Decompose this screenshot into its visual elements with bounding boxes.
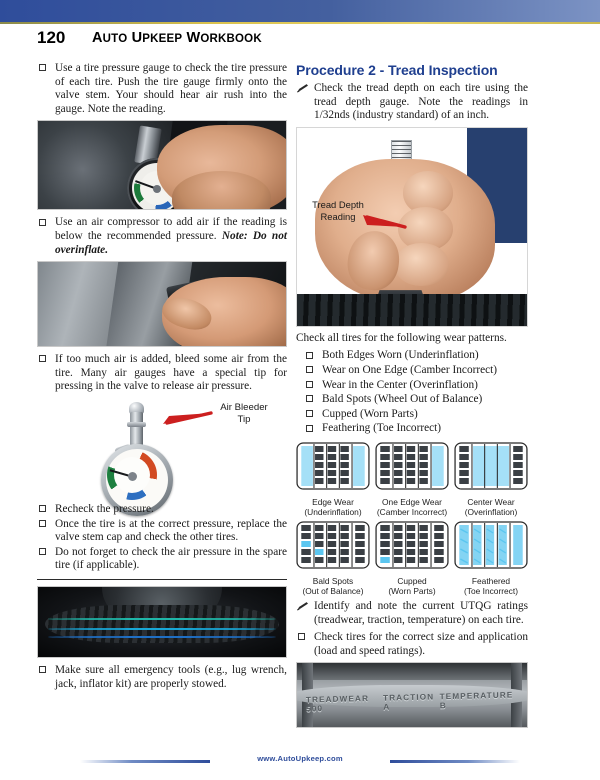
checklist-item-text: Do not forget to check the air pressure in the spare tire (if applicable). xyxy=(55,545,287,572)
gauge-callout-label: Air Bleeder Tip xyxy=(220,401,268,425)
checklist-item xyxy=(37,503,287,517)
photo-tread-depth-gauge-in-use xyxy=(296,127,528,327)
list-item-label: Wear on One Edge (Camber Incorrect) xyxy=(322,363,498,376)
tread-diagram-one-edge-wear xyxy=(375,442,449,490)
checkbox-icon[interactable] xyxy=(39,520,46,527)
tread-diagram-cell xyxy=(454,521,528,596)
checklist-item-text: Make sure all emergency tools (e.g., lug wrench, jack, inflator kit) are properly stowed. xyxy=(55,663,287,690)
photo-upper-shadow xyxy=(297,663,527,680)
checklist-item xyxy=(296,600,528,627)
book-title: AUTO UPKEEP WORKBOOK xyxy=(92,30,262,46)
traction-value: A xyxy=(383,702,391,712)
procedure-intro-text: Check the tread depth on each tire using the tread depth gauge. Note the readings in 1/32nds (industry standard) of an inch. xyxy=(314,82,528,122)
tread-diagram-caption xyxy=(296,576,370,596)
tread-diagram-caption xyxy=(375,576,449,596)
tread-diagram-bald-spots xyxy=(296,521,370,569)
gauge-collar-shape xyxy=(127,422,146,427)
page-header xyxy=(0,28,600,52)
checklist-item xyxy=(296,631,528,658)
list-item-label: Both Edges Worn (Underinflation) xyxy=(322,349,479,362)
checklist-item xyxy=(37,546,287,573)
checkbox-icon[interactable] xyxy=(306,410,313,417)
checkbox-icon[interactable] xyxy=(39,219,46,226)
photo-tire-pressure-gauge-in-use xyxy=(37,120,287,210)
checkbox-icon[interactable] xyxy=(298,633,305,640)
illustration-dial-tire-gauge xyxy=(37,398,287,503)
tread-diagram-name: Center Wear xyxy=(467,496,515,507)
tread-diagram-name: Feathered xyxy=(471,575,511,586)
temperature-value: B xyxy=(439,700,448,711)
tread-diagram-feathered xyxy=(454,521,528,569)
tread-diagram-cause: (Underinflation) xyxy=(304,506,362,517)
photo-tire-sidewall-utqg xyxy=(296,662,528,728)
tread-diagram-name: Cupped xyxy=(397,575,427,586)
gauge-stem-shape xyxy=(130,412,143,446)
checklist-item-text: Use a tire pressure gauge to check the tire pressure of each tire. Push the tire gauge firmly onto the valve stem. Your should hear air rush into the gauge. Note the reading. xyxy=(55,62,287,115)
knuckle-shape xyxy=(394,243,449,287)
left-column xyxy=(37,62,287,695)
tread-diagram-name: Bald Spots xyxy=(312,575,354,586)
checkbox-icon[interactable] xyxy=(306,425,313,432)
white-rule xyxy=(0,24,600,27)
pencil-icon xyxy=(296,83,309,93)
tread-diagram-name: Edge Wear xyxy=(312,496,354,507)
checklist-item xyxy=(37,664,287,691)
tread-diagram-cause: (Worn Parts) xyxy=(388,585,436,596)
tread-diagram-cell xyxy=(296,521,370,596)
checklist-item-text: Once the tire is at the correct pressure, replace the valve stem cap and check the other tires. xyxy=(55,517,287,544)
treadwear-marking xyxy=(306,693,384,713)
list-item-label: Bald Spots (Wheel Out of Balance) xyxy=(322,393,483,406)
tread-diagram-cell xyxy=(375,442,449,517)
list-item-label: Feathering (Toe Incorrect) xyxy=(322,422,442,435)
checklist-item-note: Note: Do not overinflate. xyxy=(55,229,287,256)
list-item-label: Cupped (Worn Parts) xyxy=(322,407,418,420)
checklist-item-text: Recheck the pressure. xyxy=(55,502,154,515)
temperature-label: TEMPERATURE xyxy=(439,690,514,702)
page-number: 120 xyxy=(37,28,66,47)
tread-diagram-cause: (Overinflation) xyxy=(464,506,518,517)
tread-pattern-diagram-grid xyxy=(296,442,528,596)
list-item xyxy=(296,364,528,378)
list-item xyxy=(296,408,528,422)
checkbox-icon[interactable] xyxy=(306,366,313,373)
tread-diagram-caption xyxy=(454,576,528,596)
traction-label: TRACTION xyxy=(383,692,435,703)
checkbox-icon[interactable] xyxy=(39,666,46,673)
tread-diagram-edge-wear xyxy=(296,442,370,490)
tread-diagram-name: One Edge Wear xyxy=(382,496,442,507)
photo-spare-tire xyxy=(37,586,287,658)
checkbox-icon[interactable] xyxy=(39,548,46,555)
photo-callout-label: Tread Depth Reading xyxy=(312,199,364,222)
checklist-item-text: Check tires for the correct size and application (load and speed ratings). xyxy=(314,631,528,657)
tread-diagram-caption xyxy=(454,497,528,517)
tread-diagram-cell xyxy=(454,442,528,517)
traction-marking xyxy=(383,692,440,711)
temperature-marking xyxy=(440,690,518,710)
checklist-item xyxy=(37,353,287,394)
checkbox-icon[interactable] xyxy=(39,355,46,362)
checklist-item xyxy=(37,216,287,257)
top-decorative-band xyxy=(0,0,600,22)
list-item xyxy=(296,349,528,363)
list-item xyxy=(296,379,528,393)
tread-diagram-cupped xyxy=(375,521,449,569)
tread-diagram-caption xyxy=(375,497,449,517)
procedure-intro-item xyxy=(296,82,528,123)
tread-diagram-cell xyxy=(375,521,449,596)
checkbox-icon[interactable] xyxy=(39,64,46,71)
checklist-item-text: If too much air is added, bleed some air from the tire. Many air gauges have a special tip for pressing in the valve to release air pressure. xyxy=(55,353,287,393)
treadwear-value: 500 xyxy=(306,703,324,714)
page-footer xyxy=(0,754,600,768)
wear-pattern-list xyxy=(296,349,528,436)
photo-valve-stem-cap-removal xyxy=(37,261,287,347)
checklist-item xyxy=(37,518,287,545)
checkbox-icon[interactable] xyxy=(306,352,313,359)
tire-stripe-blue xyxy=(48,636,276,638)
tire-tread-surface xyxy=(297,294,527,326)
callout-arrow-icon xyxy=(149,409,213,429)
tread-diagram-cell xyxy=(296,442,370,517)
checkbox-icon[interactable] xyxy=(39,505,46,512)
checkbox-icon[interactable] xyxy=(306,395,313,402)
pencil-icon xyxy=(296,601,309,611)
tread-diagram-caption xyxy=(296,497,370,517)
list-item xyxy=(296,422,528,436)
checkbox-icon[interactable] xyxy=(306,381,313,388)
tire-stripe-teal xyxy=(48,618,276,620)
section-divider xyxy=(37,579,287,580)
tread-diagram-cause: (Camber Incorrect) xyxy=(376,506,448,517)
right-column xyxy=(296,62,528,728)
tread-diagram-cause: (Toe Incorrect) xyxy=(464,585,518,596)
checklist-item-text: Identify and note the current UTQG ratings (treadwear, traction, temperature) on each tire. xyxy=(314,599,528,626)
gauge-needle-hub xyxy=(128,472,137,481)
tread-diagram-cause: (Out of Balance) xyxy=(302,585,364,596)
checklist-item xyxy=(37,62,287,116)
tread-diagram-center-wear xyxy=(454,442,528,490)
list-item xyxy=(296,393,528,407)
procedure-heading: Procedure 2 - Tread Inspection xyxy=(296,62,498,78)
checklist-item-text: Use an air compressor to add air if the reading is below the recommended pressure. xyxy=(55,216,287,242)
tire-stripe-cyan xyxy=(48,628,276,630)
treadwear-label: TREADWEAR xyxy=(305,693,370,705)
list-item-label: Wear in the Center (Overinflation) xyxy=(322,378,478,391)
wear-patterns-intro: Check all tires for the following wear patterns. xyxy=(296,331,507,344)
footer-website: www.AutoUpkeep.com xyxy=(257,754,343,763)
